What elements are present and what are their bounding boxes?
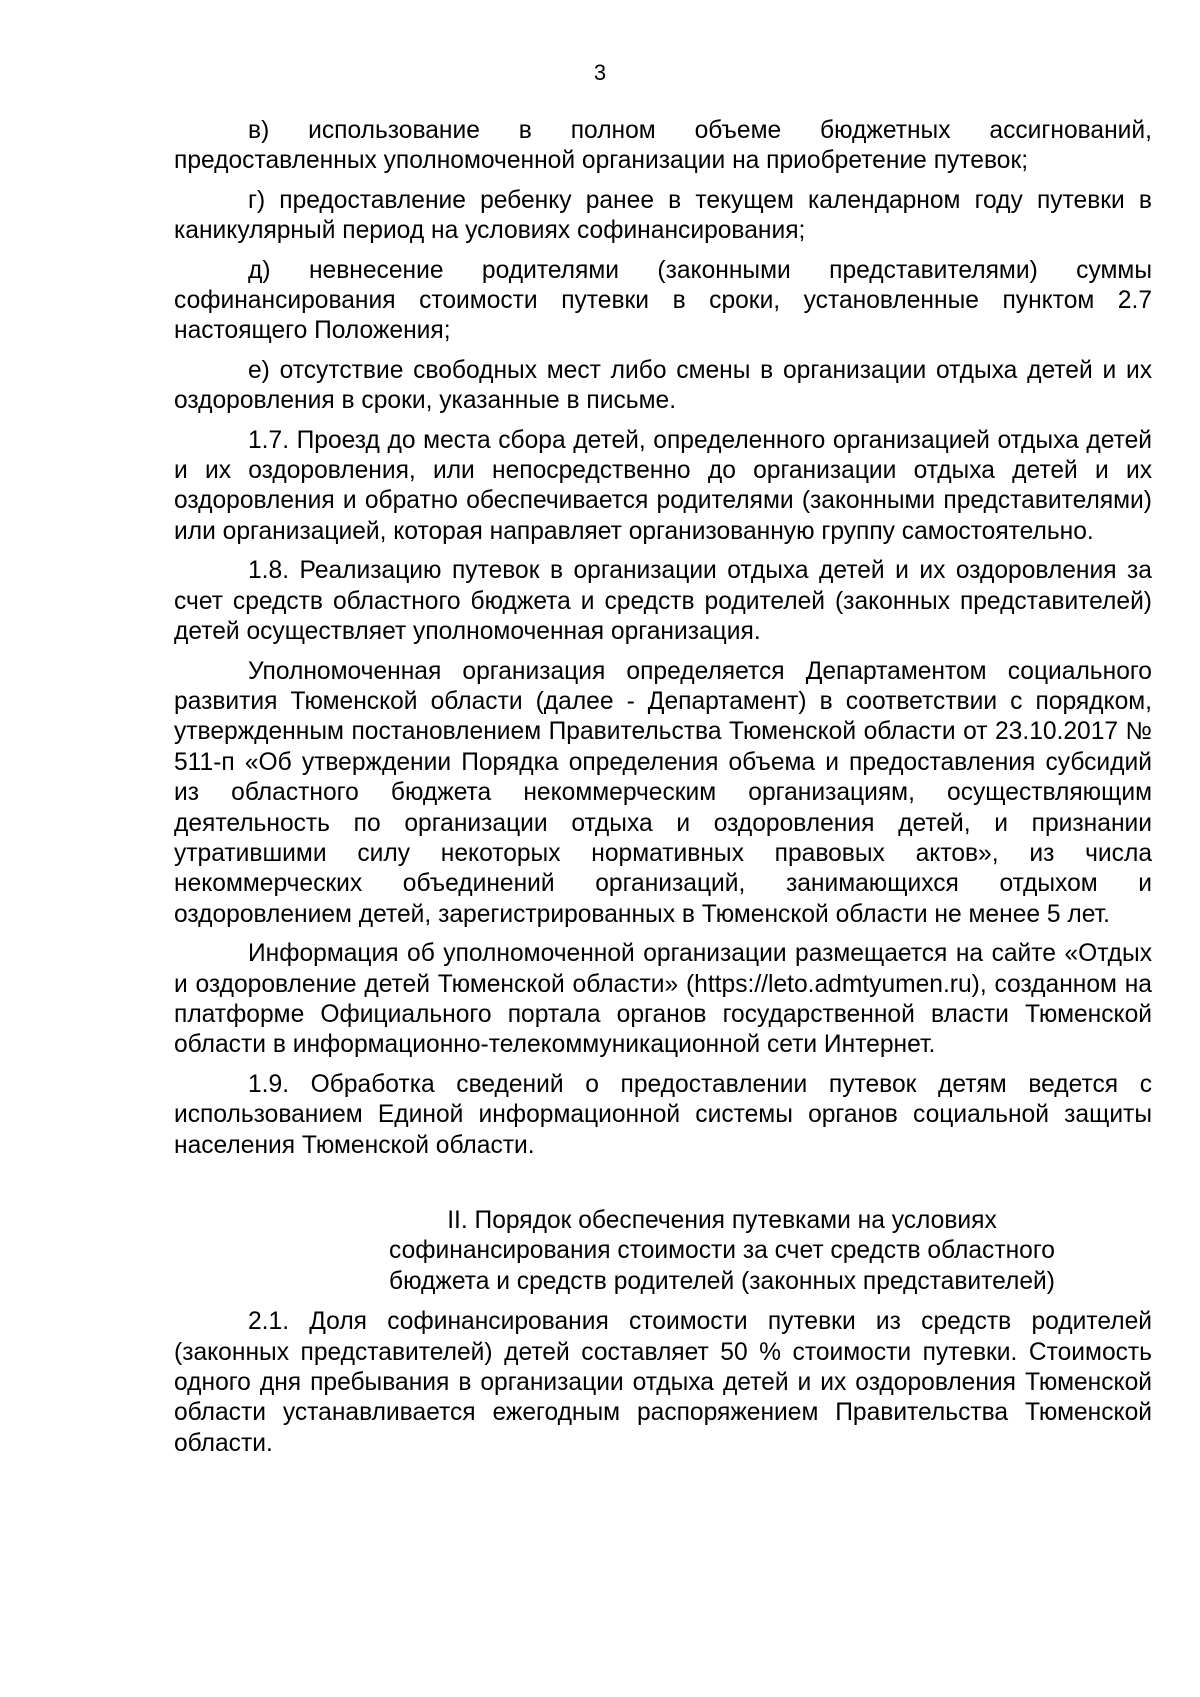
section-title-line: бюджета и средств родителей (законных представителей) (389, 1267, 1055, 1295)
document-body (174, 116, 1152, 1468)
paragraph-1-8: 1.8. Реализацию путевок в организации отдыха детей и их оздоровления за счет средств областного бюджета и средств родителей (законных представителей) детей осуществляет уполномоченная организация. (174, 557, 1152, 646)
section-2-title (174, 1206, 1152, 1297)
paragraph-1-7: 1.7. Проезд до места сбора детей, определенного организацией отдыха детей и их оздоровления, или непосредственно до организации отдыха детей и их оздоровления и обратно обеспечивается родителями (законными представителями) или организацией, которая направляет организованную группу самостоятельно. (174, 426, 1152, 545)
paragraph-1-9: 1.9. Обработка сведений о предоставлении путевок детям ведется с использованием Единой информационной системы органов социальной защиты населения Тюменской области. (174, 1070, 1152, 1159)
paragraph-2-1: 2.1. Доля софинансирования стоимости путевки из средств родителей (законных представителей) детей составляет 50 % стоимости путевки. Стоимость одного дня пребывания в организации отдыха детей и их оздоровления Тюменской области устанавливается ежегодным распоряжением Правительства Тюменской области. (174, 1308, 1152, 1457)
paragraph-info-site: Информация об уполномоченной организации размещается на сайте «Отдых и оздоровление детей Тюменской области» (https://leto.admtyumen.ru), созданном на платформе Официального портала органов государственной власти Тюменской области в информационно-телекоммуникационной сети Интернет. (174, 940, 1152, 1059)
section-title-line: софинансирования стоимости за счет средств областного (389, 1237, 1055, 1265)
page-number: 3 (593, 60, 607, 85)
paragraph-authorized-org: Уполномоченная организация определяется Департаментом социального развития Тюменской области (далее - Департамент) в соответствии с порядком, утвержденным постановлением Правительства Тюменской области от 23.10.2017 № 511-п «Об утверждении Порядка определения объема и предоставления субсидий из областного бюджета некоммерческим организациям, осуществляющим деятельность по организации отдыха и оздоровления детей, и признании утратившими силу некоторых нормативных правовых актов», из числа некоммерческих объединений организаций, занимающихся отдыхом и оздоровлением детей, зарегистрированных в Тюменской области не менее 5 лет. (174, 657, 1152, 928)
paragraph-g: г) предоставление ребенку ранее в текущем календарном году путевки в каникулярный период на условиях софинансирования; (174, 186, 1152, 245)
section-title-line: II. Порядок обеспечения путевками на условиях (447, 1207, 997, 1234)
paragraph-e: е) отсутствие свободных мест либо смены в организации отдыха детей и их оздоровления в сроки, указанные в письме. (174, 356, 1152, 415)
paragraph-d: д) невнесение родителями (законными представителями) суммы софинансирования стоимости путевки в сроки, установленные пунктом 2.7 настоящего Положения; (174, 256, 1152, 345)
paragraph-v: в) использование в полном объеме бюджетных ассигнований, предоставленных уполномоченной организации на приобретение путевок; (174, 117, 1152, 175)
